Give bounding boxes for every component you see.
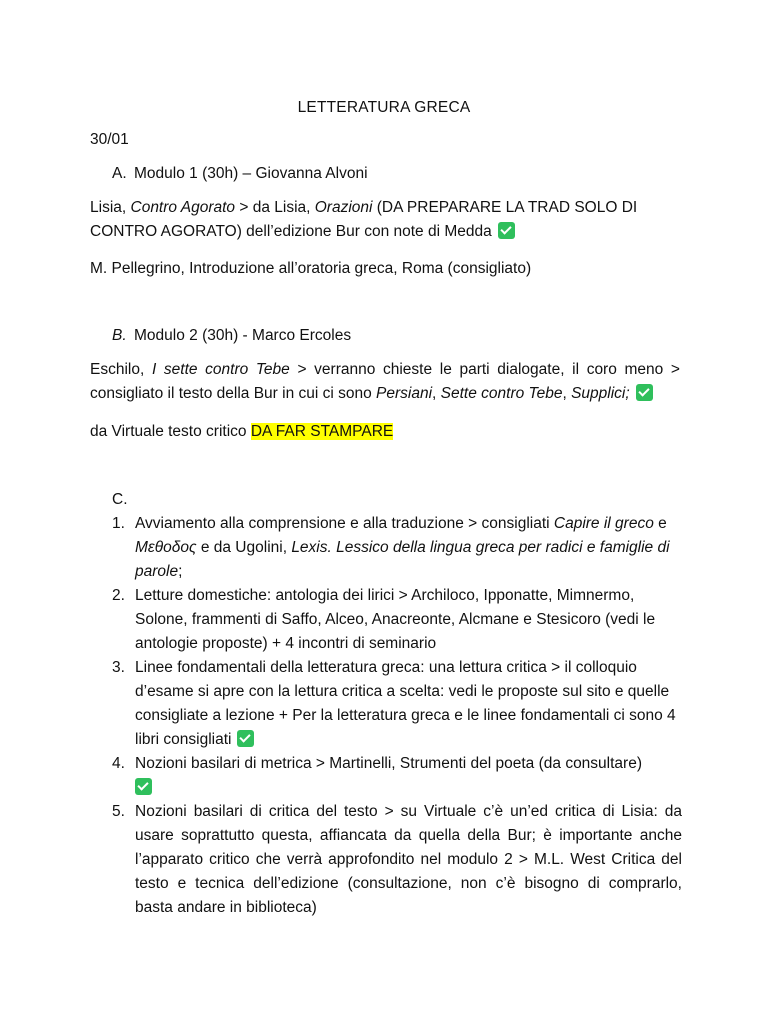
check-mark-icon [636,384,653,401]
module-c-list [112,512,682,920]
list-item: 1. Avviamento alla comprensione e alla traduzione > consigliati Capire il greco e Μεθοδος e da Ugolini, Lexis. Lessico della lingua greca per radici e famiglie di parole; [112,515,670,580]
document-title: LETTERATURA GRECA [297,99,471,116]
check-mark-icon [237,730,254,747]
module-b-title: Modulo 2 (30h) - Marco Ercoles [134,327,352,344]
list-item: 5. Nozioni basilari di critica del testo > su Virtuale c’è un’ed critica di Lisia: da usare soprattutto questa, affiancata da quella della Bur; è importante anche l’apparato critico che verrà approfondito nel modulo 2 > M.L. West Critica del testo e tecnica dell’edizione (consultazione, non c’è bisogno di comprarlo, basta andare in biblioteca) [112,803,682,916]
module-a-heading [112,162,368,186]
module-b-label: B. [112,327,127,344]
module-b-text-1: Eschilo, I sette contro Tebe > verranno chieste le parti dialogate, il coro meno > consigliato il testo della Bur in cui ci sono Persiani, Sette contro Tebe, Supplici; [90,361,680,402]
module-a-label: A. [112,165,127,182]
date: 30/01 [90,131,129,148]
list-item: 3. Linee fondamentali della letteratura greca: una lettura critica > il colloquio d’esame si apre con la lettura critica a scelta: vedi le proposte sul sito e quelle consigliate a lezione + Per la letteratura greca e le linee fondamentali ci sono 4 libri consigliati [112,659,676,748]
module-a-text-1: Lisia, Contro Agorato > da Lisia, Orazioni (DA PREPARARE LA TRAD SOLO DI CONTRO AGORATO) dell’edizione Bur con note di Medda [90,199,638,240]
module-b-heading [112,324,351,348]
list-item: 4. Nozioni basilari di metrica > Martinelli, Strumenti del poeta (da consultare) [112,752,682,800]
check-mark-icon [498,222,515,239]
highlighted-text: DA FAR STAMPARE [250,423,394,440]
module-a-text-2: M. Pellegrino, Introduzione all’oratoria greca, Roma (consigliato) [90,260,532,277]
module-b-text-2: da Virtuale testo critico DA FAR STAMPARE [90,423,394,440]
module-a-title: Modulo 1 (30h) – Giovanna Alvoni [134,165,368,182]
list-item: 2. Letture domestiche: antologia dei lirici > Archiloco, Ipponatte, Mimnermo, Solone, frammenti di Saffo, Alceo, Anacreonte, Alcmane e Stesicoro (vedi le antologie proposte) + 4 incontri di seminario [112,587,656,652]
check-mark-icon [135,778,152,795]
module-c-label: C. [112,491,128,508]
